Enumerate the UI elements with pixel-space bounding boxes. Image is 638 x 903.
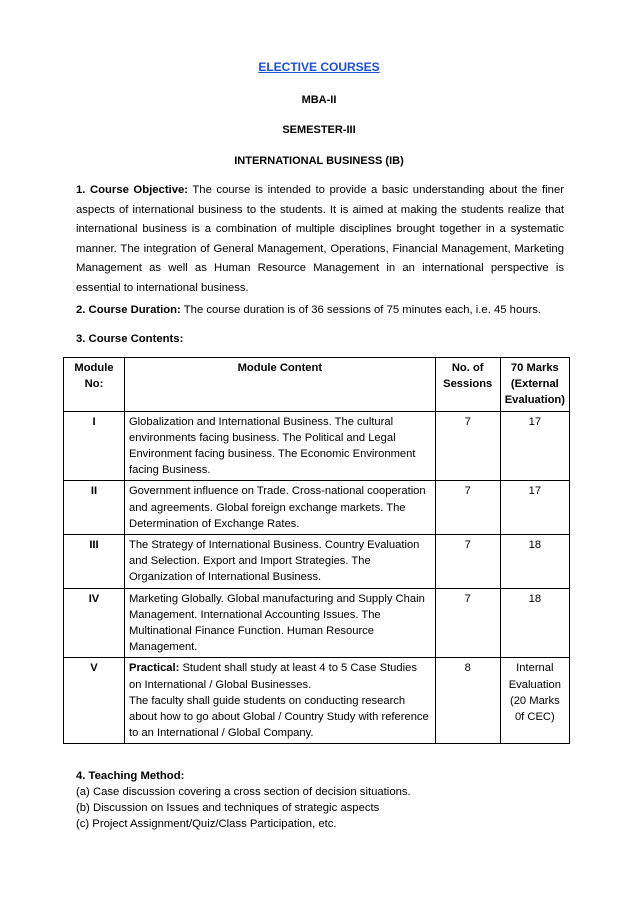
course-heading: INTERNATIONAL BUSINESS (IB) [234, 155, 404, 167]
module-content [124, 588, 435, 658]
teaching-method [76, 768, 576, 832]
module-sessions: 7 [435, 588, 500, 658]
module-no: V [64, 658, 125, 744]
module-no: I [64, 411, 125, 481]
course-duration-label: 2. Course Duration: [76, 304, 181, 316]
teaching-method-label: 4. Teaching Method: [76, 770, 185, 782]
module-content-text: Marketing Globally. Global manufacturing and Supply Chain Management. International Accounting Issues. The Multinational Finance Function. Human Resource Management. [128, 592, 425, 654]
course-contents-table [63, 357, 570, 744]
table-row [64, 411, 570, 481]
module-content-text: Government influence on Trade. Cross-national cooperation and agreements. Global foreign exchange markets. The Determination of Exchange Rates. [128, 485, 426, 530]
teaching-method-item: (b) Discussion on Issues and techniques of strategic aspects [76, 802, 380, 814]
teaching-method-item: (a) Case discussion covering a cross section of decision situations. [76, 786, 411, 798]
course-objective [76, 181, 564, 299]
table-row [64, 588, 570, 658]
header-module-content: Module Content [124, 358, 435, 412]
course-duration [76, 301, 564, 321]
course-contents-label: 3. Course Contents: [76, 333, 184, 345]
module-content [124, 481, 435, 535]
table-header-row [64, 358, 570, 412]
module-no: II [64, 481, 125, 535]
course-duration-text: The course duration is of 36 sessions of 75 minutes each, i.e. 45 hours. [180, 304, 542, 316]
module-marks: 17 [500, 481, 569, 535]
header-module-no: Module No: [64, 358, 125, 412]
course-objective-text: The course is intended to provide a basic understanding about the finer aspects of international business to the students. It is aimed at making the students realize that international business is a combination of multiple disciplines brought together in a systematic manner. The integration of General Management, Operations, Financial Management, Marketing Management as well as Human Resource Management in an international perspective is essential to international business. [76, 184, 564, 294]
teaching-method-item: (c) Project Assignment/Quiz/Class Participation, etc. [76, 818, 337, 830]
table-row [64, 658, 570, 744]
module-content [124, 535, 435, 589]
module-content-text: The Strategy of International Business. Country Evaluation and Selection. Export and Import Strategies. The Organization of International Business. [128, 539, 420, 584]
header-sessions: No. of Sessions [435, 358, 500, 412]
module-marks: 18 [500, 588, 569, 658]
module-content [124, 658, 435, 744]
course-objective-label: 1. Course Objective: [76, 184, 189, 196]
document-title-link[interactable]: ELECTIVE COURSES [258, 60, 380, 74]
module-content-text: Student shall study at least 4 to 5 Case Studies on International / Global Businesses. The faculty shall guide students on conducting research about how to go about Global / Country Study with reference to an International / Global Company. [128, 662, 429, 740]
program-heading: MBA-II [301, 94, 337, 106]
module-content [124, 411, 435, 481]
table-row [64, 535, 570, 589]
module-no: IV [64, 588, 125, 658]
module-sessions: 7 [435, 481, 500, 535]
header-marks: 70 Marks (External Evaluation) [500, 358, 569, 412]
module-no: III [64, 535, 125, 589]
module-sessions: 7 [435, 535, 500, 589]
semester-heading: SEMESTER-III [282, 124, 356, 136]
module-sessions: 8 [435, 658, 500, 744]
module-content-text: Globalization and International Business. The cultural environments facing business. The Political and Legal Environment facing business. The Economic Environment facing Business. [128, 415, 416, 477]
module-sessions: 7 [435, 411, 500, 481]
module-marks: Internal Evaluation (20 Marks 0f CEC) [500, 658, 569, 744]
module-marks: 17 [500, 411, 569, 481]
table-row [64, 481, 570, 535]
module-content-label: Practical: [128, 662, 180, 675]
module-marks: 18 [500, 535, 569, 589]
